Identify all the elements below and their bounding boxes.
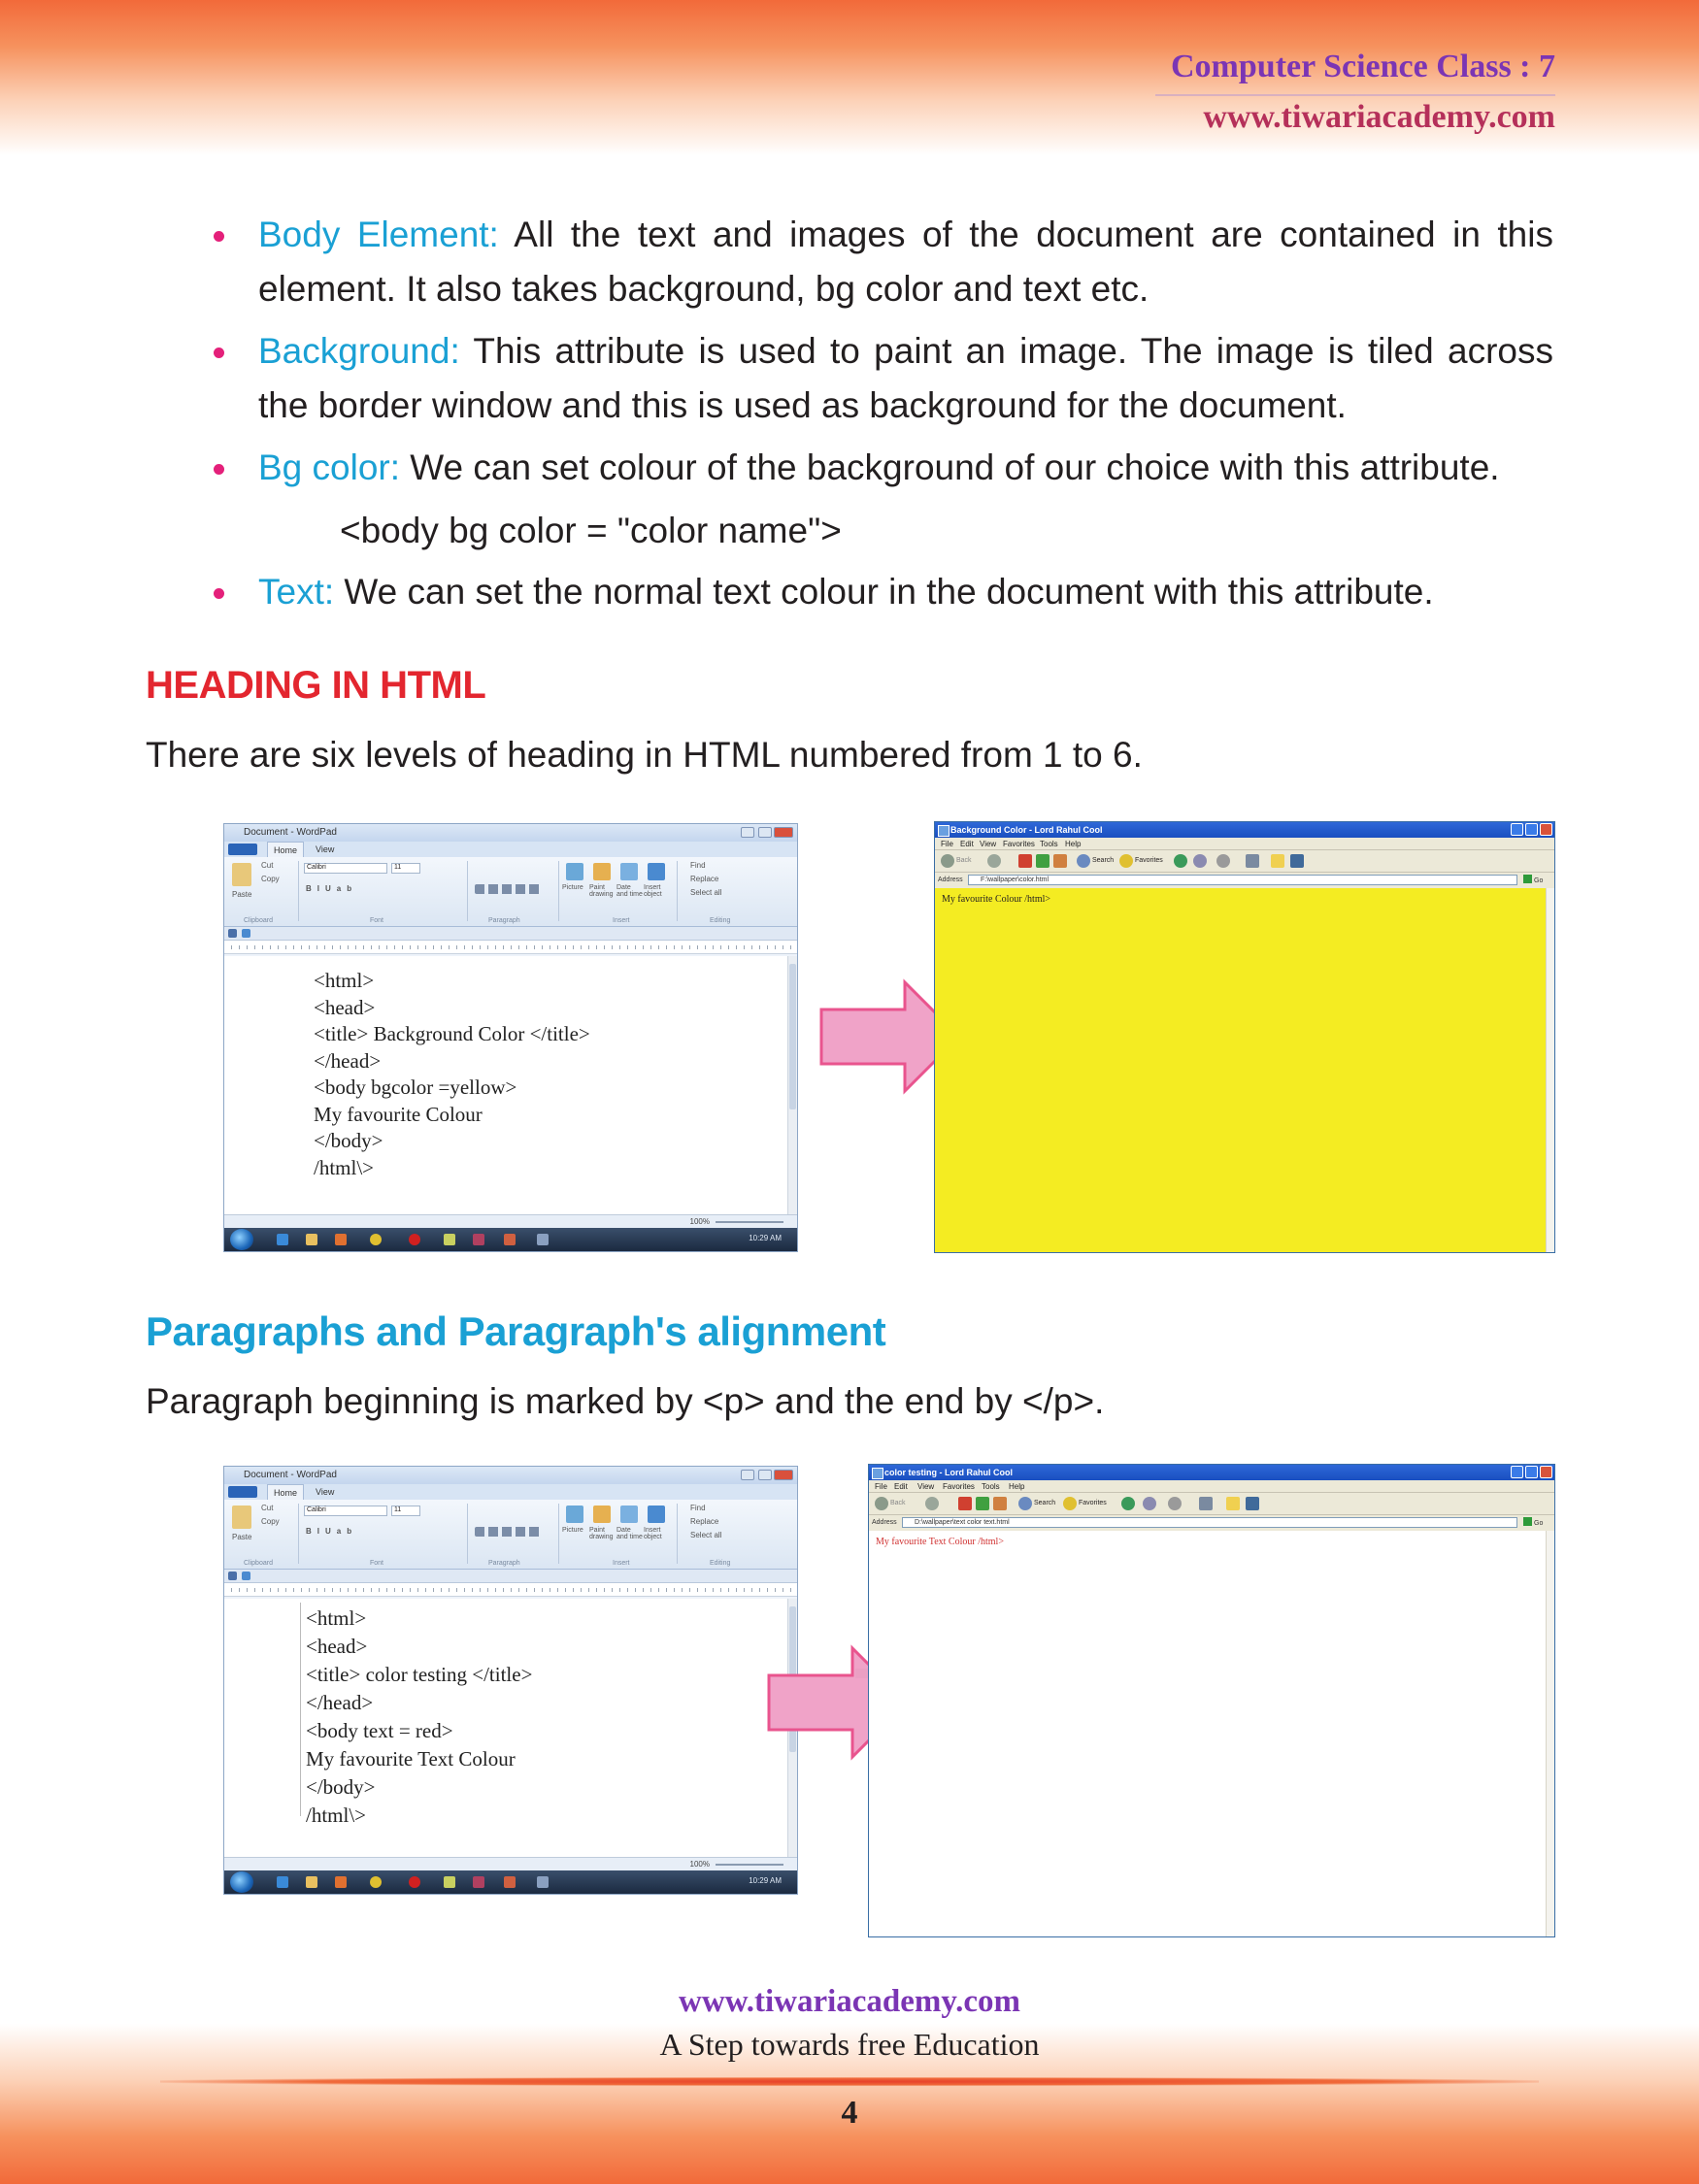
taskbar-ie-icon[interactable] — [277, 1234, 288, 1245]
find-label[interactable]: Find — [690, 1504, 706, 1512]
wordpad-window-2 — [223, 1466, 798, 1895]
paste-label: Paste — [232, 890, 252, 899]
ribbon-separator — [298, 1504, 299, 1564]
maximize-button[interactable] — [1525, 1466, 1538, 1478]
forward-icon[interactable] — [925, 1497, 939, 1510]
cut-label[interactable]: Cut — [261, 1504, 274, 1512]
paint-label: Paint drawing — [589, 884, 614, 898]
taskbar-clock: 10:29 AM — [749, 1234, 782, 1242]
taskbar-media-icon[interactable] — [335, 1234, 347, 1245]
edit-icon[interactable] — [1246, 854, 1259, 868]
font-format-buttons[interactable]: BIUab — [306, 884, 358, 893]
close-button[interactable] — [774, 1470, 793, 1480]
print-icon[interactable] — [1168, 1497, 1182, 1510]
browser-window-1 — [934, 821, 1555, 1253]
ribbon-separator — [467, 861, 468, 921]
date-time-icon[interactable] — [620, 1506, 638, 1523]
header-url[interactable]: www.tiwariacademy.com — [1203, 99, 1555, 135]
zoom-level: 100% — [689, 1217, 710, 1226]
save-icon[interactable] — [228, 1572, 237, 1580]
start-button[interactable] — [230, 1229, 253, 1250]
font-size: 11 — [394, 864, 402, 871]
minimize-button[interactable] — [741, 1470, 754, 1480]
bullet-text: This attribute is used to paint an image. The image is tiled across the border window and this is used as background for the document. — [258, 331, 1553, 425]
font-name: Calibri — [307, 864, 326, 871]
address-input[interactable]: F:\wallpaper\color.html — [968, 875, 1517, 885]
address-bar — [935, 873, 1554, 887]
scroll-thumb[interactable] — [789, 964, 796, 1109]
code-line: <head> — [306, 1635, 368, 1658]
ribbon-separator — [677, 861, 678, 921]
minimize-button[interactable] — [741, 827, 754, 838]
taskbar-app-icon[interactable] — [473, 1876, 484, 1888]
folder-icon[interactable] — [1226, 1497, 1240, 1510]
bullet-text: We can set colour of the background of our choice with this attribute. — [400, 447, 1500, 487]
file-menu-button[interactable] — [228, 1486, 257, 1498]
history-icon[interactable] — [1174, 854, 1187, 868]
insert-object-icon[interactable] — [648, 863, 665, 880]
align-icon[interactable] — [475, 1527, 543, 1537]
wordpad-window-1 — [223, 823, 798, 1252]
maximize-button[interactable] — [758, 827, 772, 838]
maximize-button[interactable] — [758, 1470, 772, 1480]
paste-label: Paste — [232, 1533, 252, 1541]
forward-icon[interactable] — [987, 854, 1001, 868]
footer-url[interactable]: www.tiwariacademy.com — [679, 1984, 1020, 2019]
paste-icon[interactable] — [232, 863, 251, 886]
align-icon[interactable] — [475, 884, 543, 894]
search-label[interactable]: Search — [1092, 857, 1115, 864]
favorites-icon[interactable] — [1063, 1497, 1077, 1510]
taskbar — [224, 1870, 797, 1894]
search-label[interactable]: Search — [1034, 1500, 1056, 1506]
menu-help[interactable]: Help — [1009, 1482, 1025, 1491]
page-text: My favourite Colour /html> — [942, 894, 1051, 905]
code-line: <html> — [314, 969, 375, 992]
select-all-label[interactable]: Select all — [690, 1531, 722, 1539]
menu-edit[interactable]: Edit — [894, 1482, 908, 1491]
wordpad-titlebar — [224, 1467, 797, 1484]
ribbon-separator — [677, 1504, 678, 1564]
document-area[interactable] — [224, 1599, 787, 1857]
taskbar-opera-icon[interactable] — [409, 1234, 420, 1245]
font-name: Calibri — [307, 1506, 326, 1513]
close-button[interactable] — [1540, 1466, 1552, 1478]
font-name-field[interactable] — [304, 1506, 387, 1516]
replace-label[interactable]: Replace — [690, 1517, 719, 1526]
ribbon-tabs — [224, 1484, 797, 1500]
bullet-term: Bg color: — [258, 447, 401, 487]
section-text-heading-levels: There are six levels of heading in HTML numbered from 1 to 6. — [146, 735, 1143, 775]
taskbar-wordpad-icon[interactable] — [537, 1876, 549, 1888]
ruler — [224, 941, 797, 954]
mail-icon[interactable] — [1193, 854, 1207, 868]
browser-menu-bar — [869, 1480, 1554, 1493]
menu-help[interactable]: Help — [1065, 840, 1082, 848]
stop-icon[interactable] — [1018, 854, 1032, 868]
close-button[interactable] — [774, 827, 793, 838]
address-label: Address — [938, 877, 963, 883]
menu-edit[interactable]: Edit — [960, 840, 974, 848]
status-bar — [224, 1857, 797, 1870]
back-icon[interactable] — [875, 1497, 888, 1510]
replace-label[interactable]: Replace — [690, 875, 719, 883]
picture-label: Picture — [562, 884, 583, 891]
browser-toolbar — [869, 1493, 1554, 1515]
page-content-yellow — [935, 888, 1546, 1252]
code-line: <head> — [314, 995, 376, 1019]
copy-label[interactable]: Copy — [261, 1517, 280, 1526]
bullet-term: Body Element: — [258, 215, 499, 254]
attribute-bullet-list — [204, 208, 1553, 627]
page-content-white — [869, 1531, 1546, 1936]
vertical-scrollbar[interactable] — [1546, 888, 1554, 1252]
go-button[interactable]: Go — [1523, 875, 1550, 885]
code-line: </head> — [306, 1691, 374, 1714]
ribbon-separator — [558, 1504, 559, 1564]
save-icon[interactable] — [228, 929, 237, 938]
wordpad-titlebar — [224, 824, 797, 842]
group-paragraph: Paragraph — [488, 1560, 520, 1567]
code-line: /html\> — [306, 1803, 367, 1827]
insert-object-icon[interactable] — [648, 1506, 665, 1523]
browser-window-2 — [868, 1464, 1555, 1937]
search-icon[interactable] — [1077, 854, 1090, 868]
cut-label[interactable]: Cut — [261, 861, 274, 870]
back-icon[interactable] — [941, 854, 954, 868]
code-line: My favourite Colour — [314, 1102, 483, 1126]
menu-view[interactable]: View — [917, 1482, 935, 1491]
vertical-scrollbar[interactable] — [787, 956, 797, 1214]
section-heading-paragraphs: Paragraphs and Paragraph's alignment — [146, 1308, 886, 1354]
code-line: <title> Background Color </title> — [314, 1022, 590, 1045]
favorites-label[interactable]: Favorites — [1079, 1500, 1107, 1506]
favorites-icon[interactable] — [1119, 854, 1133, 868]
tab-home[interactable]: Home — [267, 1484, 304, 1501]
menu-favorites[interactable]: Favorites — [943, 1482, 975, 1491]
file-menu-button[interactable] — [228, 844, 257, 855]
date-time-label: Date and time — [616, 884, 643, 898]
stop-icon[interactable] — [958, 1497, 972, 1510]
taskbar-clock: 10:29 AM — [749, 1876, 782, 1885]
bullet-text: All the text and images of the document are contained in this element. It also takes background, bg color and text etc. — [258, 215, 1553, 309]
taskbar-ie-icon[interactable] — [277, 1876, 288, 1888]
code-line: <body text = red> — [306, 1719, 453, 1742]
history-icon[interactable] — [1121, 1497, 1135, 1510]
tab-view[interactable]: View — [316, 844, 335, 854]
paint-label: Paint drawing — [589, 1527, 614, 1540]
minimize-button[interactable] — [1511, 823, 1523, 836]
taskbar-folder-icon[interactable] — [306, 1234, 317, 1245]
browser-toolbar — [935, 850, 1554, 873]
status-bar — [224, 1214, 797, 1228]
header-title: Computer Science Class : 7 — [1171, 49, 1555, 84]
menu-favorites[interactable]: Favorites — [1003, 840, 1035, 848]
ruler — [224, 1583, 797, 1597]
bgcolor-code-sample: <body bg color = "color name"> — [340, 511, 842, 550]
group-paragraph: Paragraph — [488, 917, 520, 924]
bullet-bg-color — [204, 441, 1553, 495]
address-input[interactable]: D:\wallpaper\text color text.html — [902, 1517, 1517, 1528]
go-button[interactable]: Go — [1523, 1517, 1550, 1528]
group-clipboard: Clipboard — [244, 1560, 273, 1567]
find-label[interactable]: Find — [690, 861, 706, 870]
taskbar-wordpad-icon[interactable] — [537, 1234, 549, 1245]
paint-icon[interactable] — [593, 863, 611, 880]
taskbar-folder-icon[interactable] — [306, 1876, 317, 1888]
taskbar-app-icon[interactable] — [473, 1234, 484, 1245]
home-icon[interactable] — [1053, 854, 1067, 868]
code-line: </body> — [306, 1775, 376, 1799]
favorites-label[interactable]: Favorites — [1135, 857, 1163, 864]
address-bar — [869, 1515, 1554, 1530]
font-name-field[interactable] — [304, 863, 387, 874]
taskbar-app-icon[interactable] — [504, 1876, 516, 1888]
menu-file[interactable]: File — [941, 840, 953, 848]
group-editing: Editing — [710, 917, 731, 924]
browser-titlebar — [869, 1465, 1554, 1480]
home-icon[interactable] — [993, 1497, 1007, 1510]
ribbon — [224, 1500, 797, 1570]
vertical-scrollbar[interactable] — [1546, 1531, 1554, 1936]
bullet-background — [204, 324, 1553, 433]
taskbar-media-icon[interactable] — [335, 1876, 347, 1888]
edit-icon[interactable] — [1199, 1497, 1213, 1510]
taskbar-app-icon[interactable] — [504, 1234, 516, 1245]
menu-file[interactable]: File — [875, 1482, 887, 1491]
font-size: 11 — [394, 1506, 402, 1513]
document-area[interactable] — [224, 956, 787, 1214]
back-label[interactable]: Back — [890, 1500, 906, 1506]
font-format-buttons[interactable]: BIUab — [306, 1527, 358, 1536]
bullet-body-element — [204, 208, 1553, 316]
browser-title: color testing - Lord Rahul Cool — [884, 1468, 1013, 1477]
insert-object-label: Insert object — [644, 1527, 662, 1540]
mail-icon[interactable] — [1143, 1497, 1156, 1510]
code-line: My favourite Text Colour — [306, 1747, 516, 1770]
undo-icon[interactable] — [242, 1572, 250, 1580]
taskbar-chrome-icon[interactable] — [370, 1876, 382, 1888]
browser-title: Background Color - Lord Rahul Cool — [950, 825, 1103, 835]
code-line: </head> — [314, 1048, 382, 1073]
picture-label: Picture — [562, 1527, 583, 1534]
group-clipboard: Clipboard — [244, 917, 273, 924]
footer-tagline: A Step towards free Education — [659, 2027, 1040, 2062]
close-button[interactable] — [1540, 823, 1552, 836]
minimize-button[interactable] — [1511, 1466, 1523, 1478]
group-insert: Insert — [613, 917, 630, 924]
code-line: <title> color testing </title> — [306, 1663, 533, 1686]
header-divider — [1155, 94, 1555, 96]
date-time-icon[interactable] — [620, 863, 638, 880]
bullet-term: Background: — [258, 331, 460, 371]
taskbar-opera-icon[interactable] — [409, 1876, 420, 1888]
maximize-button[interactable] — [1525, 823, 1538, 836]
date-time-label: Date and time — [616, 1527, 643, 1540]
select-all-label[interactable]: Select all — [690, 888, 722, 897]
taskbar — [224, 1228, 797, 1251]
taskbar-app-icon[interactable] — [444, 1876, 455, 1888]
undo-icon[interactable] — [242, 929, 250, 938]
messenger-icon[interactable] — [1290, 854, 1304, 868]
bullet-text: We can set the normal text colour in the document with this attribute. — [334, 572, 1434, 612]
wordpad-title: Document - WordPad — [244, 1470, 337, 1480]
bullet-term: Text: — [258, 572, 335, 612]
margin-line — [300, 1603, 301, 1816]
bullet-text-attr — [204, 565, 1553, 619]
code-block — [314, 968, 590, 1181]
ribbon — [224, 857, 797, 927]
quick-access-toolbar — [224, 927, 797, 941]
picture-icon[interactable] — [566, 863, 583, 880]
group-editing: Editing — [710, 1560, 731, 1567]
picture-icon[interactable] — [566, 1506, 583, 1523]
tab-view[interactable]: View — [316, 1487, 335, 1497]
group-font: Font — [370, 917, 384, 924]
copy-label[interactable]: Copy — [261, 875, 280, 883]
menu-tools[interactable]: Tools — [982, 1482, 1000, 1491]
search-icon[interactable] — [1018, 1497, 1032, 1510]
ribbon-separator — [467, 1504, 468, 1564]
ribbon-tabs — [224, 842, 797, 857]
refresh-icon[interactable] — [976, 1497, 989, 1510]
code-line: <body bgcolor =yellow> — [314, 1075, 517, 1099]
zoom-slider[interactable] — [716, 1864, 783, 1866]
ribbon-separator — [298, 861, 299, 921]
start-button[interactable] — [230, 1871, 253, 1893]
zoom-level: 100% — [689, 1860, 710, 1869]
ribbon-separator — [558, 861, 559, 921]
print-icon[interactable] — [1216, 854, 1230, 868]
menu-view[interactable]: View — [980, 840, 997, 848]
back-label[interactable]: Back — [956, 857, 972, 864]
code-block — [306, 1605, 532, 1830]
section-text-paragraph-tags: Paragraph beginning is marked by <p> and the end by </p>. — [146, 1381, 1105, 1421]
paint-icon[interactable] — [593, 1506, 611, 1523]
taskbar-app-icon[interactable] — [444, 1234, 455, 1245]
font-size-field[interactable] — [391, 863, 420, 874]
taskbar-chrome-icon[interactable] — [370, 1234, 382, 1245]
section-heading-html-heading: HEADING IN HTML — [146, 664, 486, 707]
group-insert: Insert — [613, 1560, 630, 1567]
browser-titlebar — [935, 822, 1554, 838]
code-line: </body> — [314, 1129, 383, 1152]
zoom-slider[interactable] — [716, 1221, 783, 1223]
quick-access-toolbar — [224, 1570, 797, 1583]
insert-object-label: Insert object — [644, 884, 662, 898]
address-label: Address — [872, 1519, 897, 1526]
code-line: /html\> — [314, 1155, 375, 1179]
browser-menu-bar — [935, 838, 1554, 850]
code-line: <html> — [306, 1606, 367, 1630]
font-size-field[interactable] — [391, 1506, 420, 1516]
footer-rule — [160, 2077, 1539, 2086]
messenger-icon[interactable] — [1246, 1497, 1259, 1510]
tab-home[interactable]: Home — [267, 842, 304, 858]
paste-icon[interactable] — [232, 1506, 251, 1529]
group-font: Font — [370, 1560, 384, 1567]
page-number: 4 — [841, 2095, 858, 2131]
page-text-red: My favourite Text Colour /html> — [876, 1537, 1004, 1547]
folder-icon[interactable] — [1271, 854, 1284, 868]
menu-tools[interactable]: Tools — [1040, 840, 1058, 848]
refresh-icon[interactable] — [1036, 854, 1049, 868]
wordpad-title: Document - WordPad — [244, 827, 337, 838]
